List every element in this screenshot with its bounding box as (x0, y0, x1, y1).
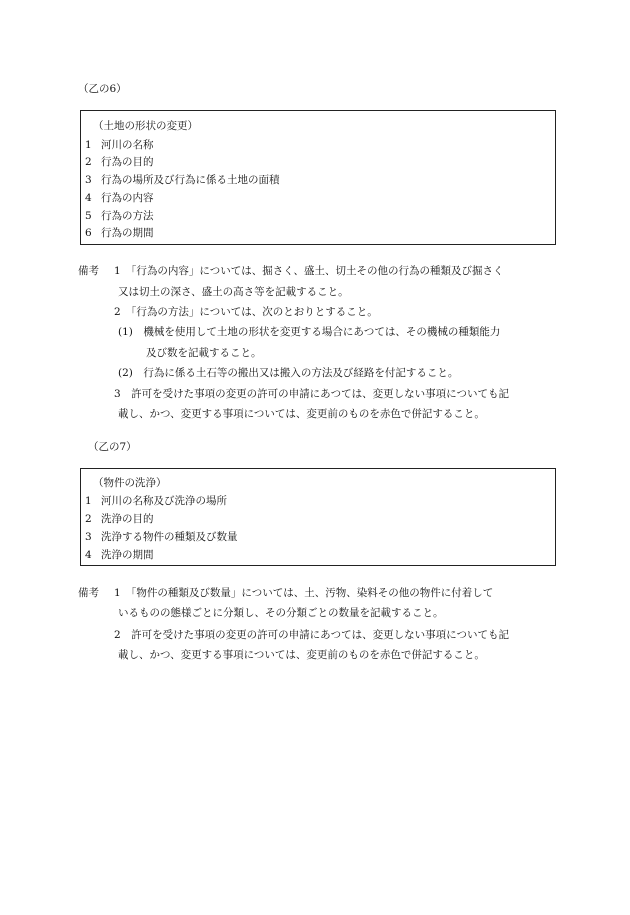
list-item: 1 河川の名称及び洗浄の場所 (85, 495, 227, 507)
remark-line: 載し、かつ、変更する事項については、変更前のものを赤色で併記すること。 (118, 408, 485, 420)
section-b-remarks-label: 備考 (78, 587, 99, 599)
list-item: 2 行為の目的 (85, 156, 154, 168)
remark-line: (2) 行為に係る土石等の搬出又は搬入の方法及び経路を付記すること。 (118, 367, 459, 379)
list-item: 6 行為の期間 (85, 227, 154, 239)
remark-line: (1) 機械を使用して土地の形状を変更する場合にあつては、その機械の種類能力 (118, 326, 501, 338)
list-item: 4 行為の内容 (85, 192, 154, 204)
section-b-heading: （乙の7） (88, 441, 137, 453)
remark-line: 又は切土の深さ、盛土の高さ等を記載すること。 (118, 286, 349, 298)
remark-line: 1 「行為の内容」については、掘さく、盛土、切土その他の行為の種類及び掘さく (114, 265, 504, 277)
section-a-remarks-label: 備考 (78, 265, 99, 277)
remark-line: 3 許可を受けた事項の変更の許可の申請にあつては、変更しない事項についても記 (114, 388, 509, 400)
remark-line: 2 許可を受けた事項の変更の許可の申請にあつては、変更しない事項についても記 (114, 629, 509, 641)
list-item: 5 行為の方法 (85, 210, 154, 222)
list-item: 3 行為の場所及び行為に係る土地の面積 (85, 174, 280, 186)
list-item: 4 洗浄の期間 (85, 549, 154, 561)
section-a-box (80, 110, 556, 245)
list-item: 3 洗浄する物件の種類及び数量 (85, 531, 238, 543)
section-a-heading: （乙の6） (78, 83, 127, 95)
remark-line: 2 「行為の方法」については、次のとおりとすること。 (114, 306, 378, 318)
remark-line: いるものの態様ごとに分類し、その分類ごとの数量を記載すること。 (118, 607, 444, 619)
section-a-box-title: （土地の形状の変更） (93, 120, 198, 132)
list-item: 2 洗浄の目的 (85, 513, 154, 525)
section-b-box-title: （物件の洗浄） (93, 477, 167, 489)
remark-line: 及び数を記載すること。 (146, 347, 262, 359)
section-b-box (80, 468, 556, 566)
remark-line: 1 「物件の種類及び数量」については、土、汚物、染料その他の物件に付着して (114, 587, 494, 599)
list-item: 1 河川の名称 (85, 139, 154, 151)
remark-line: 載し、かつ、変更する事項については、変更前のものを赤色で併記すること。 (118, 649, 485, 661)
